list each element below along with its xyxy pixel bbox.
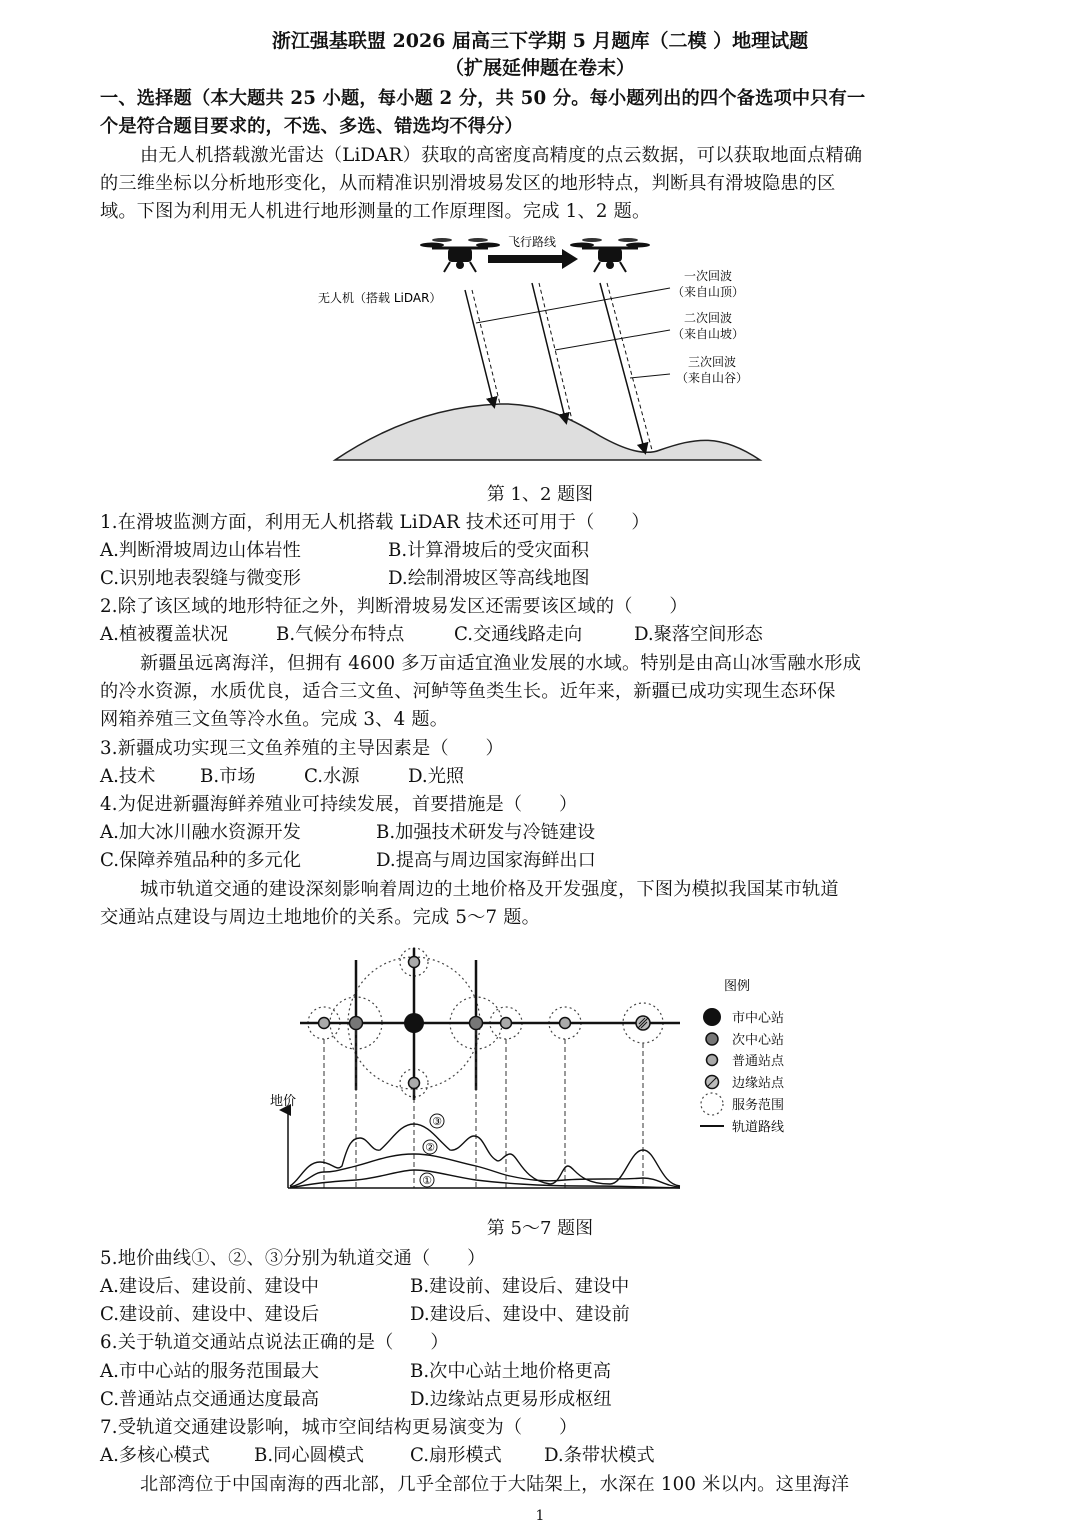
q3-stem: 3.新疆成功实现三文鱼养殖的主导因素是（ ） — [100, 738, 504, 759]
q6-options-row2 — [100, 1385, 612, 1411]
curve-label-3: ③ — [432, 1115, 442, 1128]
echo2-source: （来自山坡） — [671, 327, 745, 341]
echo3-label: 三次回波 — [687, 355, 737, 369]
hill-terrain — [335, 404, 760, 460]
q5-option-d[interactable]: D.建设后、建设中、建设前 — [410, 1304, 630, 1325]
station-sub-left — [350, 1017, 363, 1030]
echo3-source: （来自山谷） — [675, 371, 749, 385]
q1-option-d[interactable]: D.绘制滑坡区等高线地图 — [388, 568, 590, 589]
echo2-label: 二次回波 — [683, 311, 733, 325]
q4-options-row1 — [100, 818, 595, 844]
passage1-line1: 由无人机搭载激光雷达（LiDAR）获取的高密度高精度的点云数据，可以获取地面点精确 — [140, 145, 863, 166]
q4-option-b[interactable]: B.加强技术研发与冷链建设 — [376, 822, 596, 843]
passage2-line1: 新疆虽远离海洋，但拥有 4600 多万亩适宜渔业发展的水域。特别是由高山冰雪融水形成 — [140, 653, 861, 674]
q1-option-b[interactable]: B.计算滑坡后的受灾面积 — [388, 540, 590, 561]
passage2-line2: 的冷水资源，水质优良，适合三文鱼、河鲈等鱼类生长。近年来，新疆已成功实现生态环保 — [100, 681, 836, 702]
q2-options — [100, 620, 763, 646]
q1-option-c[interactable]: C.识别地表裂缝与微变形 — [100, 568, 301, 589]
echo1-label: 一次回波 — [683, 269, 733, 283]
q3-option-c[interactable]: C.水源 — [304, 766, 360, 787]
q3-options — [100, 762, 464, 788]
q3-option-a[interactable]: A.技术 — [100, 766, 156, 787]
station-normal-far-left — [319, 1018, 330, 1029]
station-normal-right — [560, 1018, 571, 1029]
q4-stem: 4.为促进新疆海鲜养殖业可持续发展，首要措施是（ ） — [100, 794, 578, 815]
q5-options-row1 — [100, 1272, 629, 1298]
flight-arrow-icon — [488, 249, 578, 269]
figure2-caption: 第 5～7 题图 — [486, 1218, 594, 1239]
q7-option-b[interactable]: B.同心圆模式 — [254, 1445, 365, 1466]
legend-icon-service — [701, 1093, 723, 1115]
q1-stem: 1.在滑坡监测方面，利用无人机搭载 LiDAR 技术还可用于（ ） — [100, 512, 650, 533]
q1-option-a[interactable]: A.判断滑坡周边山体岩性 — [100, 540, 301, 561]
legend-title: 图例 — [724, 979, 751, 994]
passage3-line2: 交通站点建设与周边土地地价的关系。完成 5～7 题。 — [100, 907, 541, 928]
section-heading-line2: 个是符合题目要求的，不选、多选、错选均不得分） — [100, 116, 523, 137]
q7-options — [100, 1441, 655, 1467]
y-axis-label: 地价 — [270, 1094, 297, 1109]
legend-service-range: 服务范围 — [732, 1098, 785, 1113]
curve-label-2: ② — [425, 1141, 435, 1154]
q1-options-row2 — [100, 564, 590, 590]
q4-option-d[interactable]: D.提高与周边国家海鲜出口 — [376, 850, 596, 871]
q2-option-c[interactable]: C.交通线路走向 — [454, 624, 583, 645]
echo1-source: （来自山顶） — [671, 285, 745, 299]
legend-center-station: 市中心站 — [732, 1011, 785, 1026]
legend-icon-normal — [707, 1055, 718, 1066]
drone-label: 无人机（搭载 LiDAR） — [318, 291, 442, 305]
station-sub-right — [470, 1017, 483, 1030]
q4-options-row2 — [100, 846, 596, 872]
station-normal-bottom — [409, 1078, 420, 1089]
legend-rail-line: 轨道路线 — [732, 1120, 785, 1135]
q6-options-row1 — [100, 1357, 611, 1383]
q6-option-d[interactable]: D.边缘站点更易形成枢纽 — [410, 1389, 612, 1410]
price-curve-2 — [290, 1154, 680, 1187]
q3-option-d[interactable]: D.光照 — [408, 766, 465, 787]
q7-option-d[interactable]: D.条带状模式 — [544, 1445, 655, 1466]
figure1-caption: 第 1、2 题图 — [486, 484, 594, 505]
q5-stem: 5.地价曲线①、②、③分别为轨道交通（ ） — [100, 1248, 486, 1269]
drone-icon-right — [570, 238, 650, 272]
rail-landprice-diagram — [260, 940, 820, 1200]
legend-sub-station: 次中心站 — [732, 1033, 785, 1048]
q4-option-a[interactable]: A.加大冰川融水资源开发 — [100, 822, 301, 843]
q2-option-a[interactable]: A.植被覆盖状况 — [100, 624, 229, 645]
price-curve-3 — [290, 1124, 680, 1186]
station-center — [404, 1013, 424, 1033]
q4-option-c[interactable]: C.保障养殖品种的多元化 — [100, 850, 301, 871]
q1-options-row1 — [100, 536, 589, 562]
station-normal-mid-right — [501, 1018, 512, 1029]
section-heading-line1: 一、选择题（本大题共 25 小题，每小题 2 分，共 50 分。每小题列出的四个备选项中只有一 — [100, 88, 866, 109]
legend-normal-station: 普通站点 — [732, 1054, 785, 1069]
q7-option-a[interactable]: A.多核心模式 — [100, 1445, 210, 1466]
passage3-line1: 城市轨道交通的建设深刻影响着周边的土地价格及开发强度，下图为模拟我国某市轨道 — [140, 879, 839, 900]
passage4-line1: 北部湾位于中国南海的西北部，几乎全部位于大陆架上，水深在 100 米以内。这里海洋 — [140, 1474, 850, 1495]
lidar-diagram — [300, 228, 780, 468]
q7-option-c[interactable]: C.扇形模式 — [410, 1445, 502, 1466]
passage2-line3: 网箱养殖三文鱼等冷水鱼。完成 3、4 题。 — [100, 709, 449, 730]
station-normal-top — [409, 957, 420, 968]
exam-title: 浙江强基联盟 2026 届高三下学期 5 月题库（二模 ）地理试题 — [271, 30, 809, 52]
q5-option-c[interactable]: C.建设前、建设中、建设后 — [100, 1304, 320, 1325]
q2-stem: 2.除了该区域的地形特征之外，判断滑坡易发区还需要该区域的（ ） — [100, 596, 688, 617]
exam-subtitle: （扩展延伸题在卷末） — [444, 57, 635, 79]
q6-option-c[interactable]: C.普通站点交通通达度最高 — [100, 1389, 320, 1410]
q5-options-row2 — [100, 1300, 630, 1326]
passage1-line3: 域。下图为利用无人机进行地形测量的工作原理图。完成 1、2 题。 — [100, 201, 651, 222]
page-number: 1 — [535, 1508, 545, 1524]
q6-option-b[interactable]: B.次中心站土地价格更高 — [410, 1361, 612, 1382]
q2-option-b[interactable]: B.气候分布特点 — [276, 624, 405, 645]
legend-icon-center — [703, 1008, 721, 1026]
curve-label-1: ① — [422, 1174, 432, 1187]
q5-option-b[interactable]: B.建设前、建设后、建设中 — [410, 1276, 630, 1297]
q3-option-b[interactable]: B.市场 — [200, 766, 256, 787]
q2-option-d[interactable]: D.聚落空间形态 — [634, 624, 763, 645]
flight-path-label: 飞行路线 — [507, 235, 557, 249]
passage1-line2: 的三维坐标以分析地形变化，从而精准识别滑坡易发区的地形特点，判断具有滑坡隐患的区 — [100, 173, 836, 194]
q7-stem: 7.受轨道交通建设影响，城市空间结构更易演变为（ ） — [100, 1417, 578, 1438]
q5-option-a[interactable]: A.建设后、建设前、建设中 — [100, 1276, 319, 1297]
q6-stem: 6.关于轨道交通站点说法正确的是（ ） — [100, 1332, 449, 1353]
q6-option-a[interactable]: A.市中心站的服务范围最大 — [100, 1361, 319, 1382]
legend-icon-sub — [706, 1033, 718, 1045]
legend-edge-station: 边缘站点 — [732, 1076, 785, 1091]
